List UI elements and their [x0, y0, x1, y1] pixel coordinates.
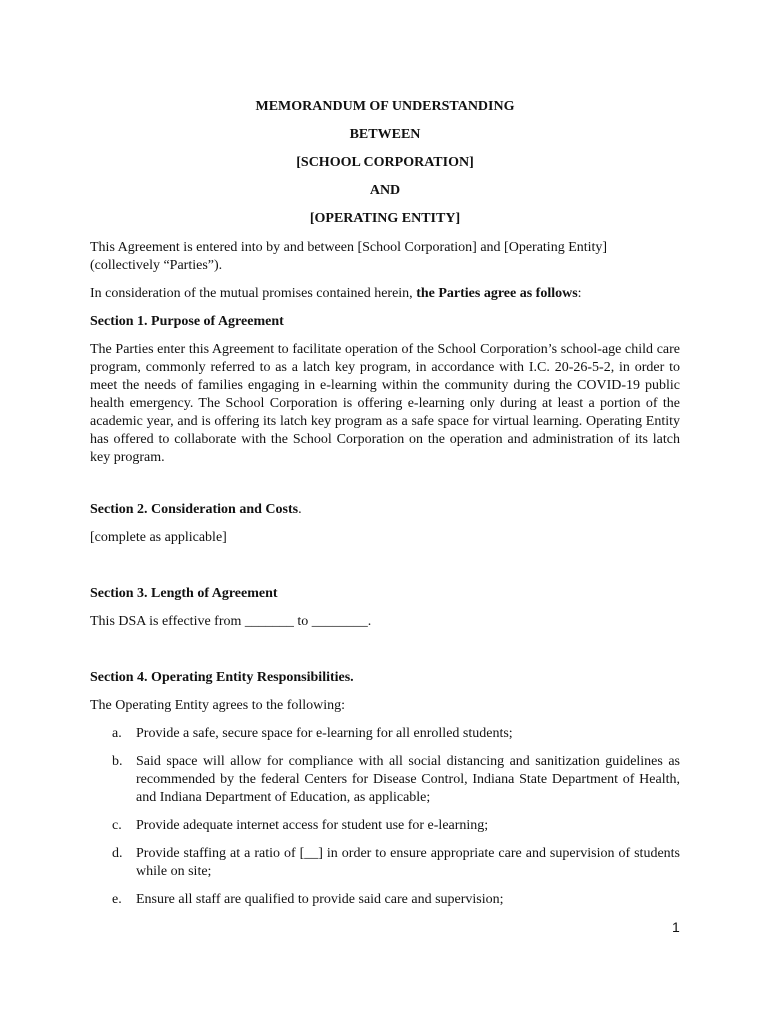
consideration-paragraph [90, 285, 680, 303]
list-item [90, 753, 680, 807]
section-1-heading: Section 1. Purpose of Agreement [90, 314, 284, 329]
list-item-label: d. [112, 846, 123, 861]
list-item [90, 845, 680, 881]
section-1-text: The Parties enter this Agreement to facilitate operation of the School Corporation’s school-age child care program, commonly referred to as a latch key program, in accordance with I.C. 20-26-5-2, in order to meet the needs of families engaging in e-learning within the community during the COVID-19 public health emergency. The School Corporation is offering e-learning only during at least a portion of the academic year, and is offering its latch key program as a safe space for virtual learning. Operating Entity has offered to collaborate with the School Corporation on the operation and administration of its latch key program. [90, 342, 680, 465]
section-2-text: [complete as applicable] [90, 530, 227, 545]
list-item [90, 725, 680, 743]
section-2-heading-text: Section 2. Consideration and Costs [90, 502, 299, 517]
list-item-label: c. [112, 818, 122, 833]
document-content [90, 93, 680, 909]
list-item [90, 817, 680, 835]
page-number: 1 [672, 919, 680, 935]
consideration-bold: the Parties agree as follows [416, 286, 578, 301]
list-item-text: Provide adequate internet access for student use for e-learning; [136, 818, 489, 833]
title-line-3: [SCHOOL CORPORATION] [296, 155, 474, 170]
list-item-text: Provide a safe, secure space for e-learning for all enrolled students; [136, 726, 513, 741]
title-line-4: AND [369, 183, 401, 198]
consideration-suffix: : [577, 286, 582, 301]
title-line-5: [OPERATING ENTITY] [309, 211, 461, 226]
section-2-heading-period: . [298, 502, 302, 517]
list-item-label: e. [112, 892, 122, 907]
responsibilities-list [90, 725, 680, 909]
consideration-prefix: In consideration of the mutual promises contained herein, [90, 286, 417, 301]
section-3-text: This DSA is effective from _______ to ________. [90, 614, 372, 629]
list-item-label: a. [112, 726, 122, 741]
list-item-text: Ensure all staff are qualified to provide said care and supervision; [136, 892, 504, 907]
section-4-text: The Operating Entity agrees to the following: [90, 698, 346, 713]
list-item-label: b. [112, 754, 123, 769]
list-item [90, 891, 680, 909]
list-item-text: Provide staffing at a ratio of [__] in order to ensure appropriate care and supervision of students while on site; [136, 846, 680, 879]
section-3-heading: Section 3. Length of Agreement [90, 586, 278, 601]
section-4-heading: Section 4. Operating Entity Responsibilities. [90, 670, 354, 685]
intro-paragraph: This Agreement is entered into by and between [School Corporation] and [Operating Entity] (collectively “Parties”). [90, 240, 608, 273]
title-line-1: MEMORANDUM OF UNDERSTANDING [255, 99, 515, 114]
section-2-heading [90, 501, 680, 519]
title-line-2: BETWEEN [349, 127, 421, 142]
list-item-text: Said space will allow for compliance with all social distancing and sanitization guidelines as recommended by the federal Centers for Disease Control, Indiana State Department of Health, and Indiana Department of Education, as applicable; [136, 754, 680, 805]
title-block [90, 93, 680, 233]
